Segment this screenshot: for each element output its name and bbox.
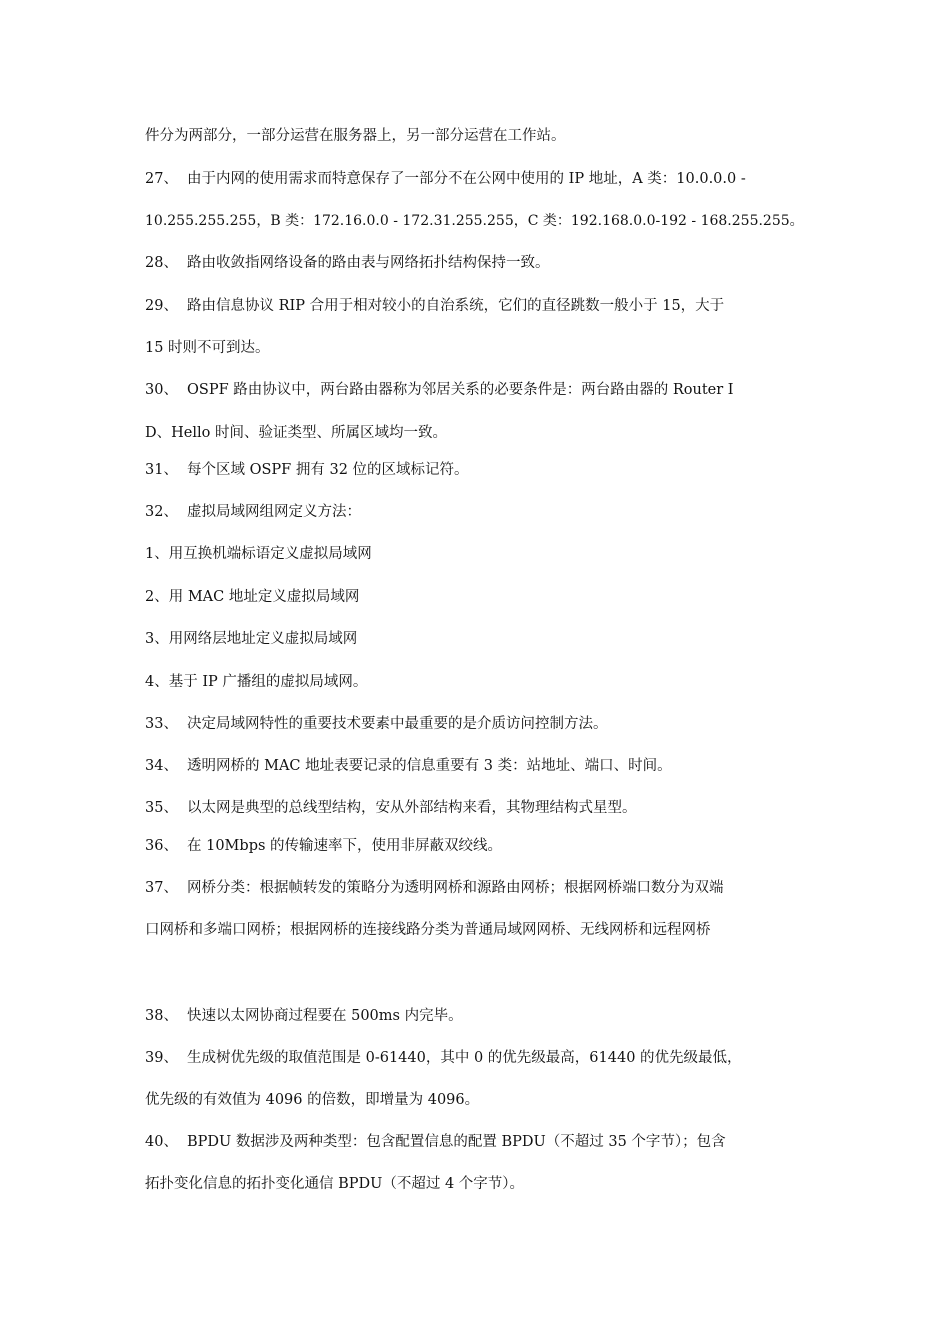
line-text: 4、基于 IP 广播组的虚拟局域网。 (145, 674, 368, 690)
item-number: 36、 (145, 838, 178, 854)
item-text: 透明网桥的 MAC 地址表要记录的信息重要有 3 类：站地址、端口、时间。 (187, 758, 672, 774)
item-number: 29、 (145, 298, 178, 314)
item-text: 虚拟局域网组网定义方法： (187, 504, 361, 520)
line-text: 10.255.255.255，B 类：172.16.0.0 - 172.31.255.255，C 类：192.168.0.0-192 - 168.255.255。 (145, 213, 804, 229)
item-number: 38、 (145, 1008, 178, 1024)
item-text: 每个区域 OSPF 拥有 32 位的区域标记符。 (187, 462, 469, 478)
item-number: 32、 (145, 504, 178, 520)
list-item-38 (145, 1006, 810, 1026)
text-line (145, 338, 810, 358)
text-line (145, 211, 810, 231)
item-number: 37、 (145, 880, 178, 896)
line-text: D、Hello 时间、验证类型、所属区域均一致。 (145, 425, 447, 441)
text-line (145, 1174, 810, 1194)
sub-item-1 (145, 544, 810, 564)
list-item-37 (145, 878, 810, 898)
sub-item-3 (145, 629, 810, 649)
line-text: 优先级的有效值为 4096 的倍数，即增量为 4096。 (145, 1092, 480, 1108)
item-text: 决定局域网特性的重要技术要素中最重要的是介质访问控制方法。 (187, 716, 608, 732)
list-item-33 (145, 714, 810, 734)
line-text: 2、用 MAC 地址定义虚拟局域网 (145, 589, 360, 605)
sub-item-4 (145, 672, 810, 692)
item-number: 27、 (145, 171, 178, 187)
list-item-36 (145, 836, 810, 856)
sub-item-2 (145, 587, 810, 607)
text-line (145, 126, 810, 146)
list-item-30 (145, 380, 810, 400)
text-line (145, 920, 810, 940)
list-item-28 (145, 253, 810, 273)
line-text: 口网桥和多端口网桥；根据网桥的连接线路分类为普通局域网网桥、无线网桥和远程网桥 (145, 922, 711, 938)
list-item-34 (145, 756, 810, 776)
list-item-40 (145, 1132, 810, 1152)
text-line (145, 423, 810, 443)
item-text: 生成树优先级的取值范围是 0-61440，其中 0 的优先级最高，61440 的优先级最低， (187, 1050, 742, 1066)
item-text: 由于内网的使用需求而特意保存了一部分不在公网中使用的 IP 地址，A 类：10.0.0.0 - (187, 171, 746, 187)
item-number: 33、 (145, 716, 178, 732)
item-number: 40、 (145, 1134, 178, 1150)
list-item-31 (145, 460, 810, 480)
list-item-29 (145, 296, 810, 316)
line-text: 3、用网络层地址定义虚拟局域网 (145, 631, 358, 647)
text-line (145, 1090, 810, 1110)
item-number: 39、 (145, 1050, 178, 1066)
item-text: 路由收敛指网络设备的路由表与网络拓扑结构保持一致。 (187, 255, 550, 271)
item-number: 31、 (145, 462, 178, 478)
line-text: 1、用互换机端标语定义虚拟局域网 (145, 546, 372, 562)
list-item-35 (145, 798, 810, 818)
item-text: BPDU 数据涉及两种类型：包含配置信息的配置 BPDU（不超过 35 个字节）；包含 (187, 1134, 726, 1150)
line-text: 拓扑变化信息的拓扑变化通信 BPDU（不超过 4 个字节）。 (145, 1176, 525, 1192)
item-text: OSPF 路由协议中，两台路由器称为邻居关系的必要条件是：两台路由器的 Router I (187, 382, 734, 398)
item-text: 网桥分类：根据帧转发的策略分为透明网桥和源路由网桥；根据网桥端口数分为双端 (187, 880, 724, 896)
item-number: 35、 (145, 800, 178, 816)
line-text: 15 时则不可到达。 (145, 340, 270, 356)
item-number: 34、 (145, 758, 178, 774)
list-item-27 (145, 169, 810, 189)
item-text: 路由信息协议 RIP 合用于相对较小的自治系统，它们的直径跳数一般小于 15，大于 (187, 298, 725, 314)
line-text: 件分为两部分，一部分运营在服务器上，另一部分运营在工作站。 (145, 128, 566, 144)
item-number: 30、 (145, 382, 178, 398)
list-item-39 (145, 1048, 810, 1068)
list-item-32 (145, 502, 810, 522)
item-number: 28、 (145, 255, 178, 271)
item-text: 在 10Mbps 的传输速率下，使用非屏蔽双绞线。 (187, 838, 503, 854)
item-text: 快速以太网协商过程要在 500ms 内完毕。 (187, 1008, 463, 1024)
item-text: 以太网是典型的总线型结构，安从外部结构来看，其物理结构式星型。 (187, 800, 637, 816)
